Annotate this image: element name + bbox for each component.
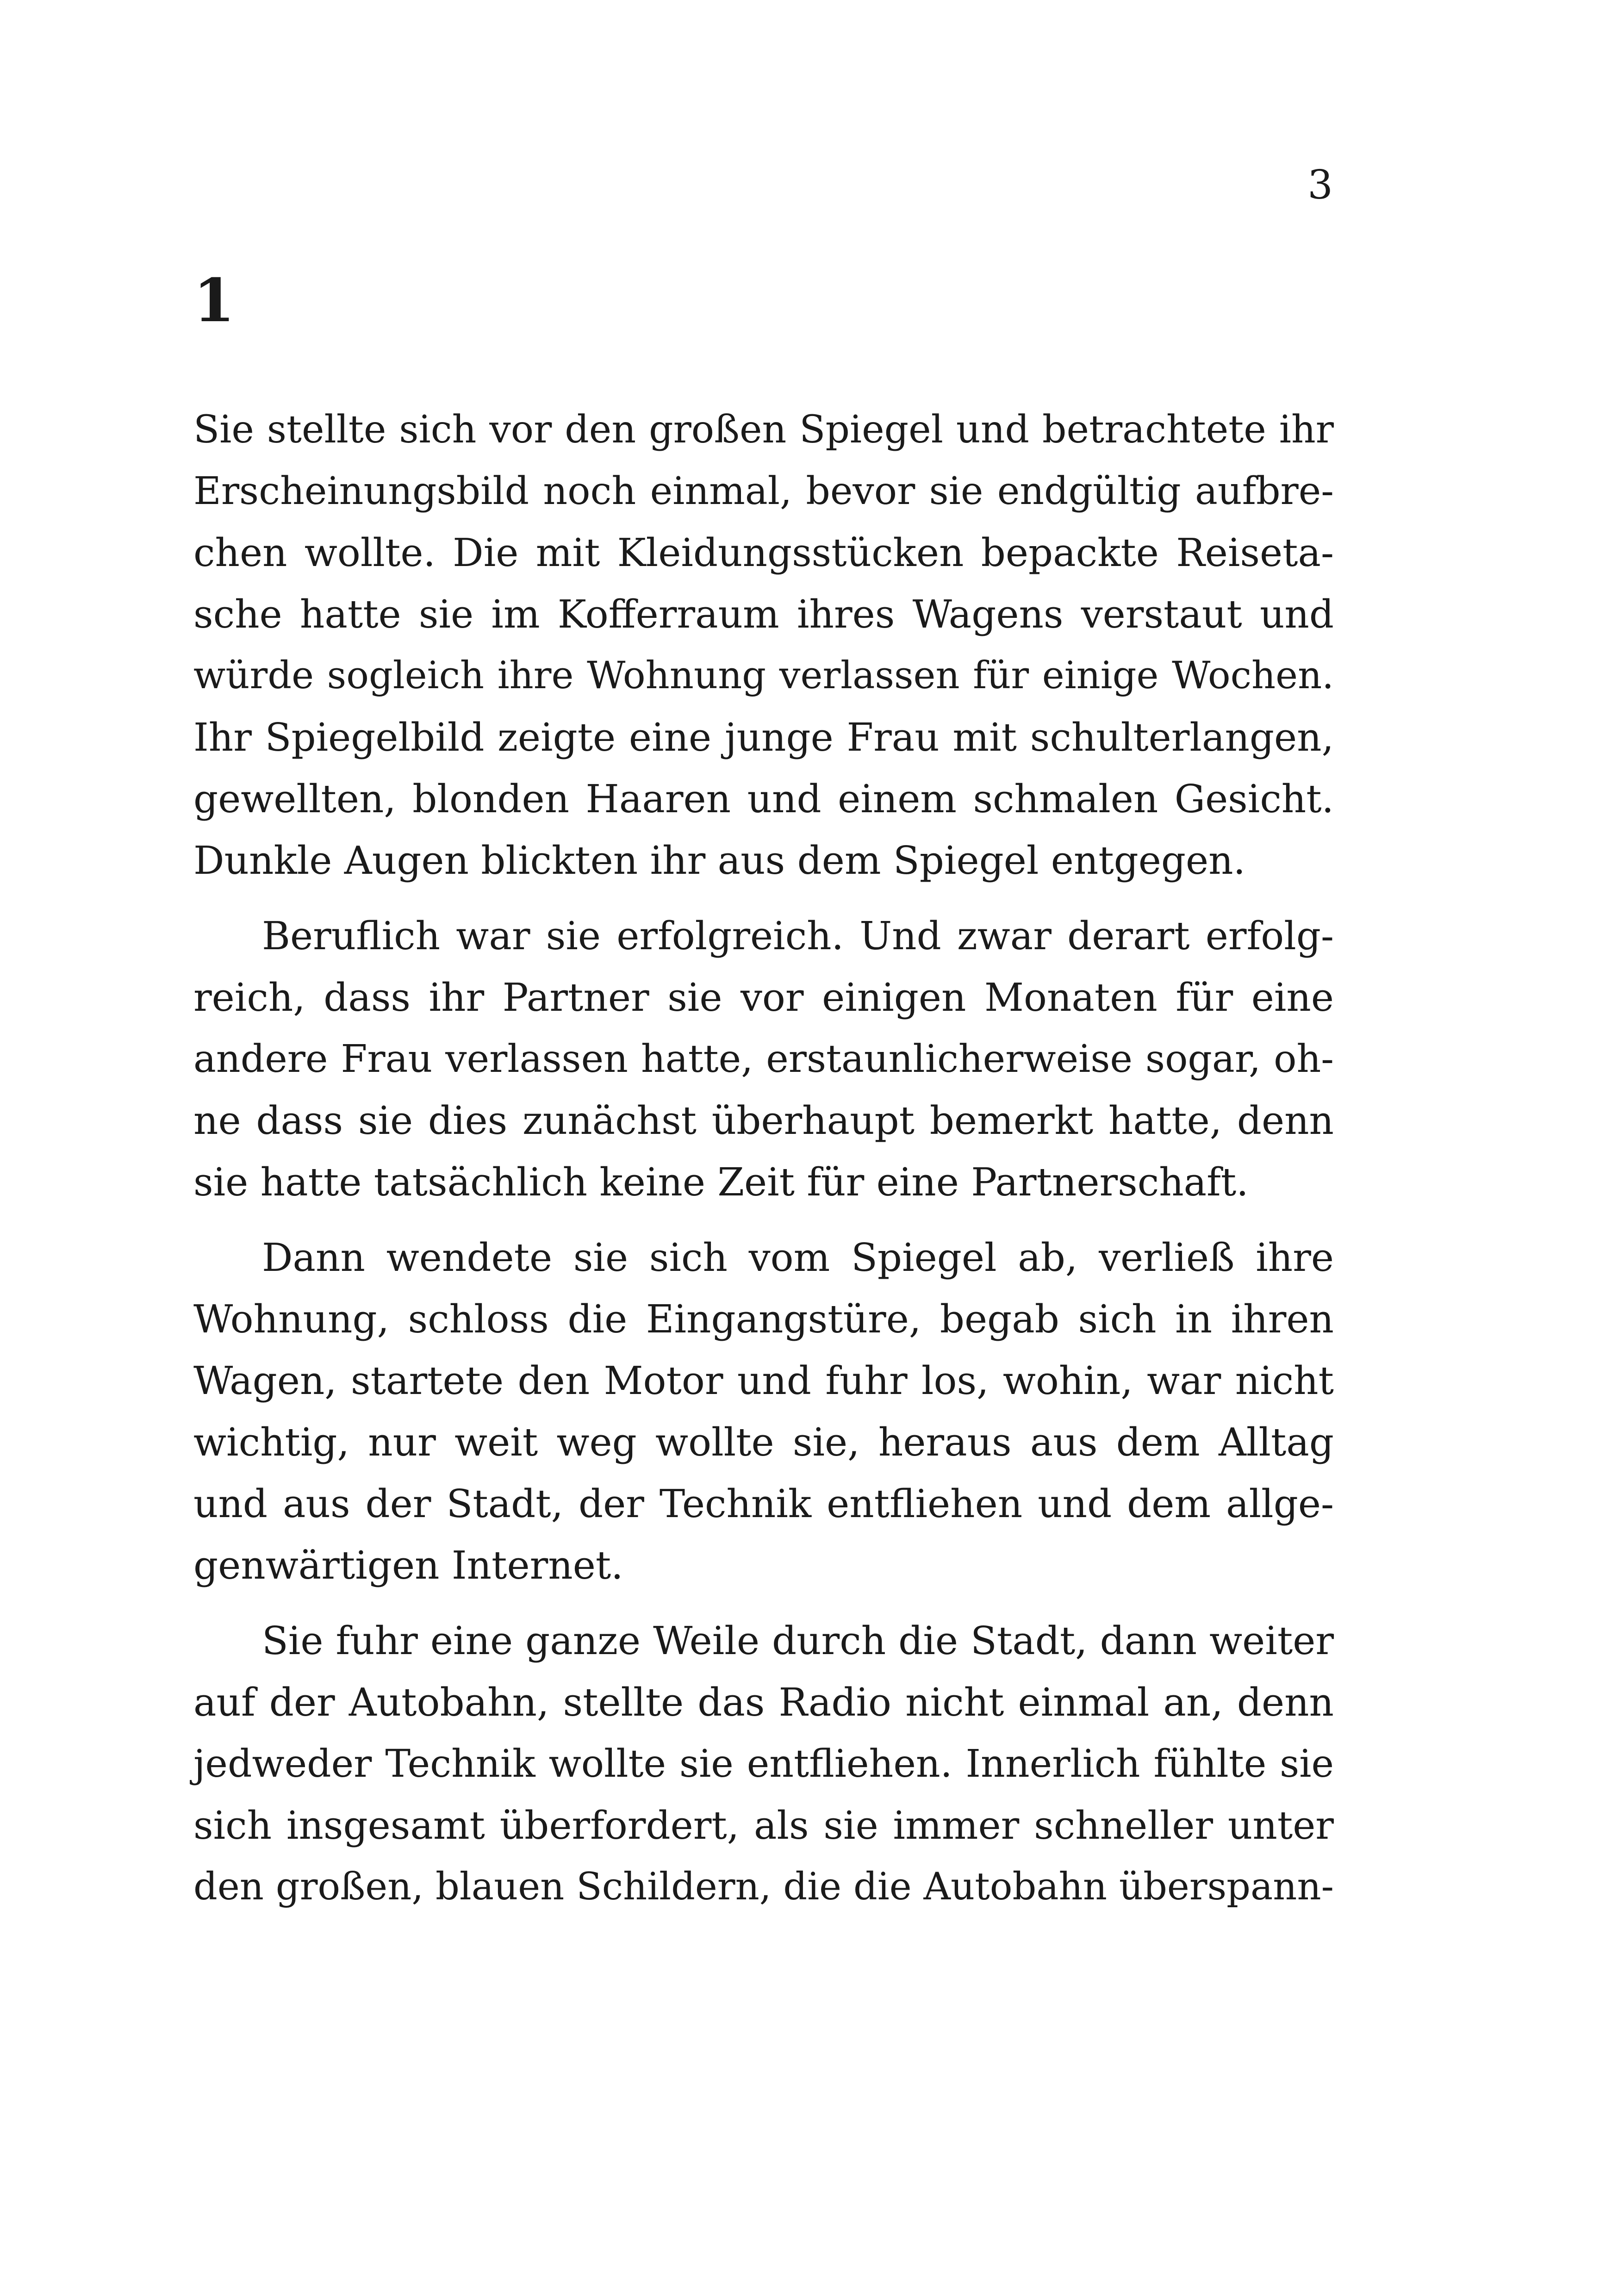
text-line: wichtig, nur weit weg wollte sie, heraus aus dem Alltag: [193, 1420, 1334, 1465]
text-line: auf der Autobahn, stellte das Radio nicht einmal an, denn: [193, 1680, 1334, 1725]
text-line: jedweder Technik wollte sie entfliehen. Innerlich fühlte sie: [193, 1742, 1334, 1786]
text-line: gewellten, blonden Haaren und einem schmalen Gesicht.: [193, 777, 1334, 821]
text-line: sich insgesamt überfordert, als sie immer schneller unter: [193, 1803, 1334, 1848]
text-line: chen wollte. Die mit Kleidungsstücken bepackte Reiseta-: [193, 530, 1334, 575]
text-line: den großen, blauen Schildern, die die Autobahn überspann-: [193, 1865, 1334, 1909]
text-line: Wagen, startete den Motor und fuhr los, wohin, war nicht: [193, 1358, 1334, 1403]
text-line: Dunkle Augen blickten ihr aus dem Spiegel entgegen.: [193, 838, 1246, 883]
paragraph: [193, 399, 1334, 891]
text-line: Dann wendete sie sich vom Spiegel ab, verließ ihre: [262, 1235, 1334, 1280]
paragraph: [193, 1610, 1334, 1918]
text-line: andere Frau verlassen hatte, erstaunlicherweise sogar, oh-: [193, 1037, 1334, 1081]
text-line: ne dass sie dies zunächst überhaupt bemerkt hatte, denn: [193, 1098, 1334, 1143]
body-text: [193, 399, 1334, 1918]
text-line: sie hatte tatsächlich keine Zeit für eine Partnerschaft.: [193, 1160, 1249, 1205]
text-line: sche hatte sie im Kofferraum ihres Wagens verstaut und: [193, 592, 1334, 637]
text-line: und aus der Stadt, der Technik entfliehen und dem allge-: [193, 1481, 1334, 1526]
text-line: Wohnung, schloss die Eingangstüre, begab sich in ihren: [193, 1297, 1334, 1342]
text-line: genwärtigen Internet.: [193, 1543, 623, 1588]
text-line: Sie stellte sich vor den großen Spiegel und betrachtete ihr: [193, 408, 1334, 452]
chapter-number: 1: [193, 266, 235, 336]
text-line: Erscheinungsbild noch einmal, bevor sie endgültig aufbre-: [193, 469, 1334, 513]
page-number: 3: [1307, 162, 1333, 208]
text-line: Beruflich war sie erfolgreich. Und zwar derart erfolg-: [262, 914, 1334, 958]
paragraph: [193, 1227, 1334, 1596]
text-line: würde sogleich ihre Wohnung verlassen für einige Wochen.: [193, 654, 1334, 697]
text-line: Ihr Spiegelbild zeigte eine junge Frau mit schulterlangen,: [193, 715, 1334, 760]
text-line: reich, dass ihr Partner sie vor einigen Monaten für eine: [193, 975, 1334, 1020]
paragraph: [193, 905, 1334, 1213]
text-line: Sie fuhr eine ganze Weile durch die Stadt, dann weiter: [262, 1618, 1334, 1663]
